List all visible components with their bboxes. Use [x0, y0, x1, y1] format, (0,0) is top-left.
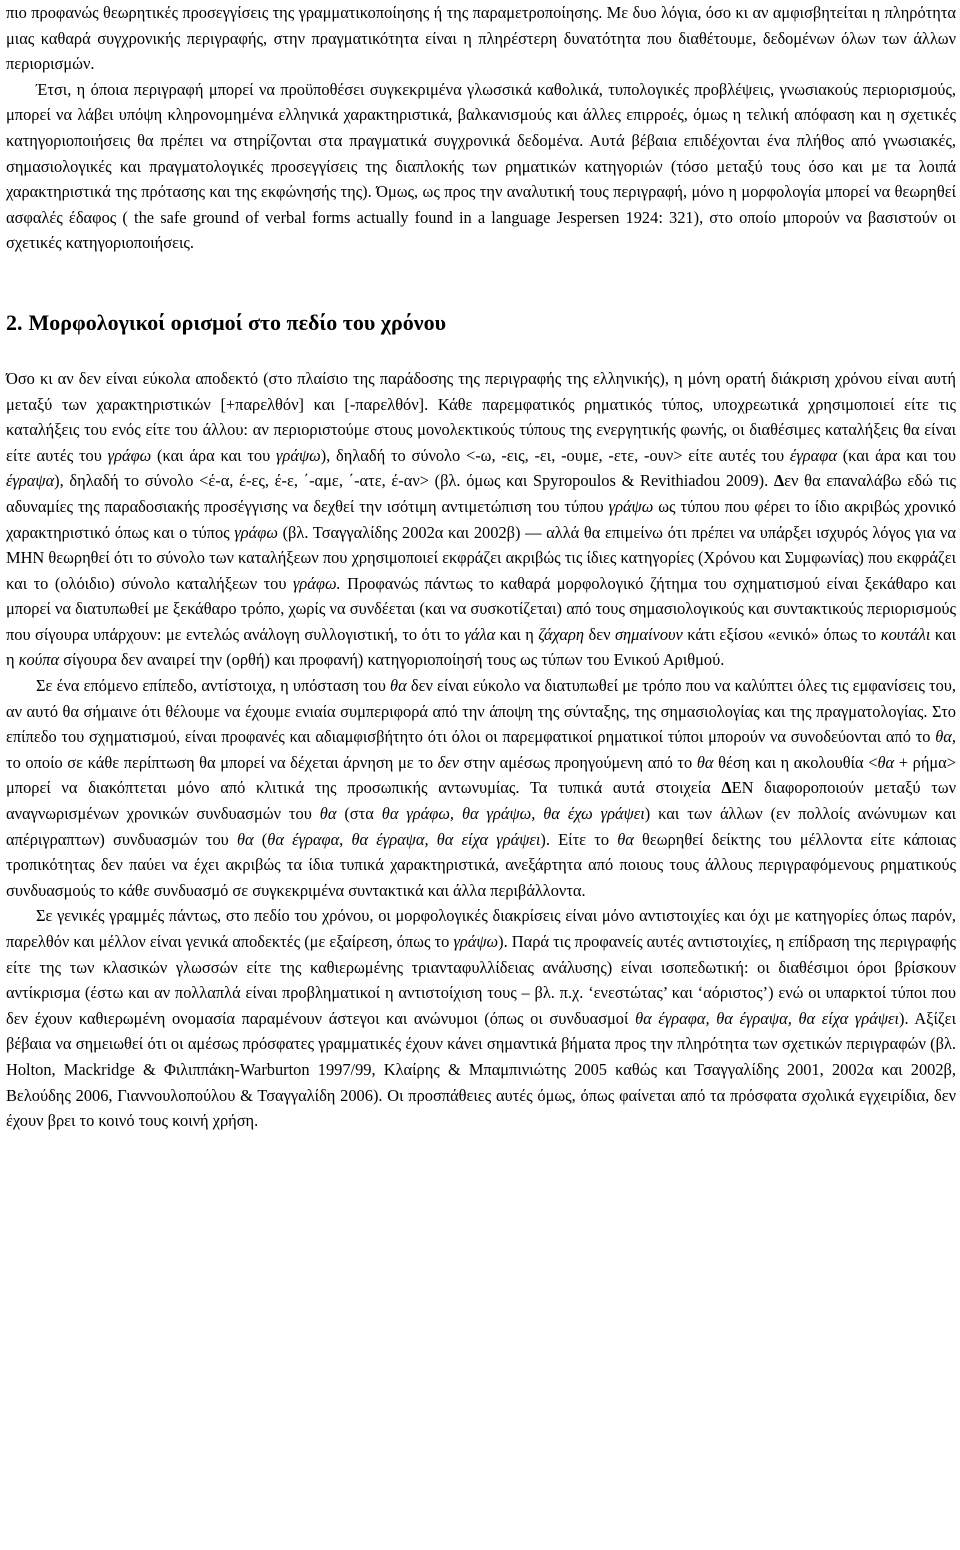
- italic-text: έγραφα: [789, 445, 837, 465]
- italic-text: γράφω: [107, 445, 152, 465]
- text-run: ως τύπου που φέρει το ίδιο ακριβώς χρονικό χαρακτηριστικό όπως και ο τύπος: [6, 496, 956, 542]
- top-paragraphs: [6, 0, 956, 256]
- italic-text: θα: [236, 829, 254, 849]
- paragraph: [6, 77, 956, 256]
- paragraph: [6, 0, 956, 77]
- italic-text: γάλα: [464, 624, 496, 644]
- text-run: ) και των άλλων (εν πολλοίς ανώνυμων και απέριγραπτων) συνδυασμών του: [6, 804, 956, 849]
- text-run: ). Παρά τις προφανείς αυτές αντιστοιχίες, η επίδραση της περιγραφής είτε της των κλασικών γλωσσών είτε της καθιερωμένης τριανταφυλλίδειας ανάλυσης) είναι ισοπεδωτική: οι διαθέσιμοι όροι βρίσκουν αντίκρισμα (έστω και αν πολλαπλά είναι προβληματικοί η αντιστοίχιση τους – βλ. π.χ. ‘ενεστώτας’ και ‘αόριστος’) ενώ οι υπαρκτοί τύποι που δεν έχουν καθιερωμένη ονομασία παραμένουν άστεγοι και ανώνυμοι (όπως οι συνδυασμοί: [6, 932, 957, 1028]
- italic-text: θα: [696, 752, 714, 772]
- text-run: σίγουρα δεν αναιρεί την (ορθή) και προφανή) κατηγοριοποίησή τους ως τύπων του Ενικού Αριθμού.: [59, 650, 725, 670]
- italic-text: σημαίνουν: [614, 624, 683, 644]
- text-run: ΕΝ διαφοροποιούν μεταξύ των αναγνωρισμένων χρονικών συνδυασμών του: [6, 778, 956, 824]
- main-paragraphs: [6, 366, 956, 1134]
- text-run: Σε γενικές γραμμές πάντως, στο πεδίο του χρόνου, οι μορφολογικές διακρίσεις είναι μόνο αντιστοιχίες και όχι με κατηγορίες όπως παρόν, παρελθόν και μέλλον είναι γενικά αποδεκτές (με εξαίρεση, όπως το: [6, 906, 956, 951]
- text-run: και η: [6, 624, 956, 670]
- italic-text: θα: [390, 676, 407, 696]
- text-run: ), δηλαδή το σύνολο <-ω, -εις, -ει, -ουμε, -ετε, -ουν> είτε αυτές του: [320, 445, 790, 465]
- text-run: θεωρηθεί δείκτης του μέλλοντα είτε κάποιας τροπικότητας δεν παύει να έχει ακριβώς τα ίδια τυπικά χαρακτηριστικά, ανεξάρτητα από ποιους τους άλλους περιγραφόμενους ρηματικούς συνδυασμούς το κάθε συνδυασμό σε συγκεκριμένα συντακτικά και άλλα περιβάλλοντα.: [6, 829, 956, 900]
- text-run: Σε ένα επόμενο επίπεδο, αντίστοιχα, η υπόσταση του: [36, 676, 391, 696]
- italic-text: κούπα: [18, 650, 60, 670]
- text-run: θέση και η ακολουθία <: [713, 752, 878, 772]
- section-number: 2.: [6, 309, 23, 335]
- bold-text: Δ: [721, 778, 732, 798]
- text-run: στην αμέσως προηγούμενη από το: [459, 752, 697, 772]
- italic-text: θα έγραφα, θα έγραψα, θα είχα γράψει: [635, 1008, 900, 1028]
- text-run: πιο προφανώς θεωρητικές προσεγγίσεις της γραμματικοποίησης ή της παραμετροποίησης. Με δυο λόγια, όσο κι αν αμφισβητείται η πληρότητα μιας καθαρά συγχρονικής περιγραφής, στην πραγματικότητα είναι η πληρέστερη δυνατότητα που διαθέτουμε, δεδομένων όλων των άλλων περιορισμών.: [6, 3, 956, 74]
- italic-text: γράφω: [234, 522, 278, 542]
- italic-text: έγραψα: [6, 471, 55, 491]
- italic-text: θα: [617, 829, 634, 849]
- text-run: δεν είναι εύκολο να διατυπωθεί με τρόπο που να καλύπτει όλες τις εμφανίσεις του, αν αυτό θα σήμαινε ότι θέλουμε να έχουμε ενιαία συμπεριφορά από την άποψη της σύνταξης, της σημασιολογίας και της πραγματολογίας. Στο επίπεδο του σχηματισμού, είναι προφανές και αδιαμφισβήτητο ότι όλοι οι παρεμφατικοί ρηματικοί τύποι μπορούν να συνοδεύονται από το: [6, 676, 956, 747]
- document-page: [6, 0, 956, 1134]
- text-run: + ρήμα> μπορεί να διακόπτεται μόνο από κλιτικά της προσωπικής αντωνυμίας. Τα τυπικά αυτά στοιχεία: [6, 752, 957, 798]
- text-run: ), δηλαδή το σύνολο <έ-α, έ-ες, έ-ε, ΄-αμε, ΄-ατε, έ-αν> (βλ. όμως και Spyropoulos & Revithiadou 2009).: [54, 471, 774, 491]
- text-run: (και άρα και του: [836, 445, 956, 465]
- italic-text: θα: [877, 752, 895, 772]
- italic-text: γράψω: [608, 496, 654, 516]
- text-run: δεν: [584, 624, 615, 644]
- text-run: εν θα επαναλάβω εδώ τις αδυναμίες της παραδοσιακής προσέγγισης να δεχθεί την ισότιμη αντιμετώπιση του τύπου: [6, 471, 956, 516]
- italic-text: γράψω: [453, 932, 499, 951]
- text-run: (στα: [336, 804, 382, 824]
- italic-text: θα,: [935, 727, 956, 747]
- paragraph: [6, 366, 956, 673]
- italic-text: γράψω: [276, 445, 321, 465]
- text-run: Έτσι, η όποια περιγραφή μπορεί να προϋποθέσει συγκεκριμένα γλωσσικά καθολικά, τυπολογικές προβλέψεις, γνωσιακούς περιορισμούς, μπορεί να λάβει υπόψη κληρονομημένα ελληνικά χαρακτηριστικά, βαλκανισμούς και άλλες επιρροές, όμως η τελική απόφαση και η σχετικές κατηγοριοποιήσεις θα πρέπει να στηρίζονται στα πραγματικά συγχρονικά δεδομένα. Αυτά βέβαια επιδέχονται ένα πλήθος από γνωσιακές, σημασιολογικές και πραγματολογικές προσεγγίσεις της διαπλοκής των ρηματικών κατηγοριών (τόσο μεταξύ τους όσο και με τα λοιπά χαρακτηριστικά της πρότασης και της εκφώνησής της). Όμως, ως προς την αναλυτική τους περιγραφή, μόνο η μορφολογία μπορεί να θεωρηθεί ασφαλές έδαφος ( the safe ground of verbal forms actually found in a language Jespersen 1924: 321), στο οποίο μπορούν να βασιστούν οι σχετικές κατηγοριοποιήσεις.: [6, 79, 956, 253]
- text-run: και η: [495, 624, 539, 644]
- section-heading: [6, 308, 956, 338]
- italic-text: θα γράφω, θα γράψω, θα έχω γράψει: [381, 804, 645, 824]
- text-run: κάτι εξίσου «ενικό» όπως το: [682, 624, 881, 644]
- italic-text: θα: [319, 804, 337, 824]
- text-run: το οποίο σε κάθε περίπτωση θα μπορεί να δέχεται άρνηση με το: [6, 752, 438, 772]
- text-run: ). Είτε το: [540, 829, 618, 849]
- paragraph: [6, 673, 956, 903]
- italic-text: κουτάλι: [880, 624, 931, 644]
- italic-text: δεν: [437, 752, 460, 772]
- text-run: (και άρα και του: [151, 445, 277, 465]
- text-run: (βλ. Τσαγγαλίδης 2002α και 2002β) — αλλά θα επιμείνω ότι πρέπει να υπάρξει ισχυρός λόγος για να ΜΗΝ θεωρηθεί ότι το σύνολο των καταλήξεων που χρησιμοποιεί εκφράζει ακριβώς τις ίδιες κατηγορίες (Χρόνου και Συμφωνίας) που εκφράζει και το (ολόιδιο) σύνολο καταλήξεων του: [6, 522, 956, 593]
- bold-text: Δ: [773, 471, 785, 491]
- text-run: Προφανώς πάντως το καθαρά μορφολογικό ζήτημα του σχηματισμού είναι ξεκάθαρο και μπορεί να διατυπωθεί με ξεκάθαρο τρόπο, χωρίς να συνδέεται (και να συσκοτίζεται) από τους σημασιολογικούς και συντακτικούς περιορισμούς που σίγουρα υπάρχουν: με εντελώς ανάλογη συλλογιστική, το ότι το: [6, 573, 956, 644]
- paragraph: [6, 903, 956, 1133]
- text-run: Όσο κι αν δεν είναι εύκολα αποδεκτό (στο πλαίσιο της παράδοσης της περιγραφής της ελληνικής), η μόνη ορατή διάκριση χρόνου είναι αυτή μεταξύ των χαρακτηριστικών [+παρελθόν] και [-παρελθόν]. Κάθε παρεμφατικός ρηματικός τύπος, υποχρεωτικά χρησιμοποιεί είτε τις καταλήξεις του ενός είτε του άλλου: αν περιοριστούμε στους μονολεκτικούς τύπους της ενεργητικής φωνής, οι διαθέσιμες καταλήξεις θα είναι είτε αυτές του: [6, 368, 956, 465]
- text-run: ). Αξίζει βέβαια να σημειωθεί ότι οι αμέσως πρόσφατες γραμματικές έχουν κάνει σημαντικά βήματα προς την πληρότητα των σχετικών περιγραφών (βλ. Holton, Mackridge & Φιλιππάκη-Warburton 1997/99, Κλαίρης & Μπαμπινιώτης 2005 καθώς και Τσαγγαλίδης 2001, 2002α και 2002β, Βελούδης 2006, Γιαννουλοπούλου & Τσαγγαλίδη 2006). Οι προσπάθειες αυτές όμως, όπως φαίνεται από τα πρόσφατα σχολικά εγχειρίδια, δεν έχουν βρει το κοινό τους κοινή χρήση.: [6, 1008, 956, 1131]
- section-title: Μορφολογικοί ορισμοί στο πεδίο του χρόνου: [28, 309, 446, 335]
- text-run: (: [253, 829, 268, 849]
- italic-text: ζάχαρη: [538, 624, 585, 644]
- italic-text: θα έγραφα, θα έγραψα, θα είχα γράψει: [267, 829, 541, 849]
- italic-text: γράφω.: [292, 573, 341, 593]
